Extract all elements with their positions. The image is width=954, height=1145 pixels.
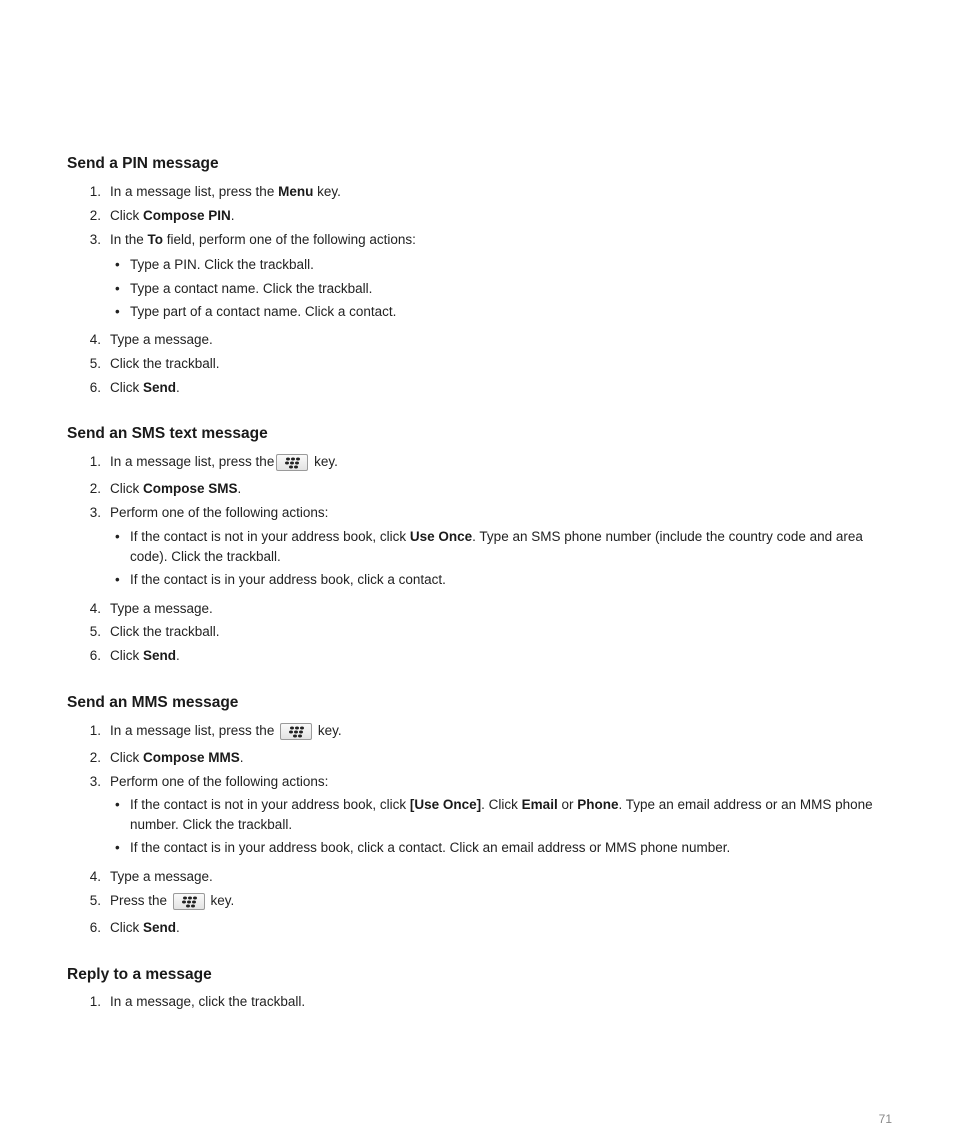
section-title: Reply to a message — [67, 966, 212, 983]
blackberry-menu-key-icon — [173, 893, 205, 910]
section-send-mms — [67, 693, 897, 713]
bullet-item: • If the contact is not in your address book, click Use Once. Type an SMS phone number (include the country code and area code). Click the trackball. — [115, 529, 863, 564]
section-title: Send a PIN message — [67, 155, 219, 172]
bullet-item: • If the contact is in your address book, click a contact. — [115, 572, 446, 587]
section-title: Send an SMS text message — [67, 425, 268, 442]
section-send-sms — [67, 424, 897, 444]
bullet-item: • Type a PIN. Click the trackball. — [115, 257, 314, 272]
document-page: Send a PIN message 1. In a message list, press the Menu key. 2. Click Compose PIN. 3. In the To field, perform one of the following actions: • Type a PIN. Click the trackball. • Type a contact name. Click the trackball. • Type part of a contact name. Click a contact. 4. Type a message. 5. Click the trackball. 6. Click Send. Send an SMS text message 1. In a message list, press the key. 2. Click Compose SMS. 3. Perform one of the following actions: • If the contact is not in your address book, click Use Once. Type an SMS phone number (include the country code and area code). Click the trackball. • If the contact is in your address book, click a contact. 4. Type a message. 5. Click the trackball. 6. Click Send. Send an MMS message 1. In a message list, press the key. 2. Click Compose MMS. 3. Perform one of the following actions: • If the contact is not in your address book, click [Use Once]. Click Email or Phone. Type an email address or an MMS phone number. Click the trackball. • If the contact is in your address book, click a contact. Click an email address or MMS phone number. 4. Type a message. 5. Press the key. 6. Click Send. Reply to a message 1. In a message, click the trackball. 71 — [0, 0, 954, 1145]
blackberry-menu-key-icon — [276, 454, 308, 471]
bullet-item: • Type part of a contact name. Click a contact. — [115, 304, 397, 319]
bullet-item: • If the contact is in your address book, click a contact. Click an email address or MMS phone number. — [115, 840, 731, 855]
blackberry-menu-key-icon — [280, 723, 312, 740]
section-reply — [67, 965, 897, 985]
section-title: Send an MMS message — [67, 694, 239, 711]
page-number: 71 — [878, 1112, 892, 1126]
section-send-pin — [67, 154, 897, 174]
bullet-item: • If the contact is not in your address book, click [Use Once]. Click Email or Phone. Type an email address or an MMS phone number. Click the trackball. — [115, 797, 873, 832]
bullet-item: • Type a contact name. Click the trackball. — [115, 281, 373, 296]
